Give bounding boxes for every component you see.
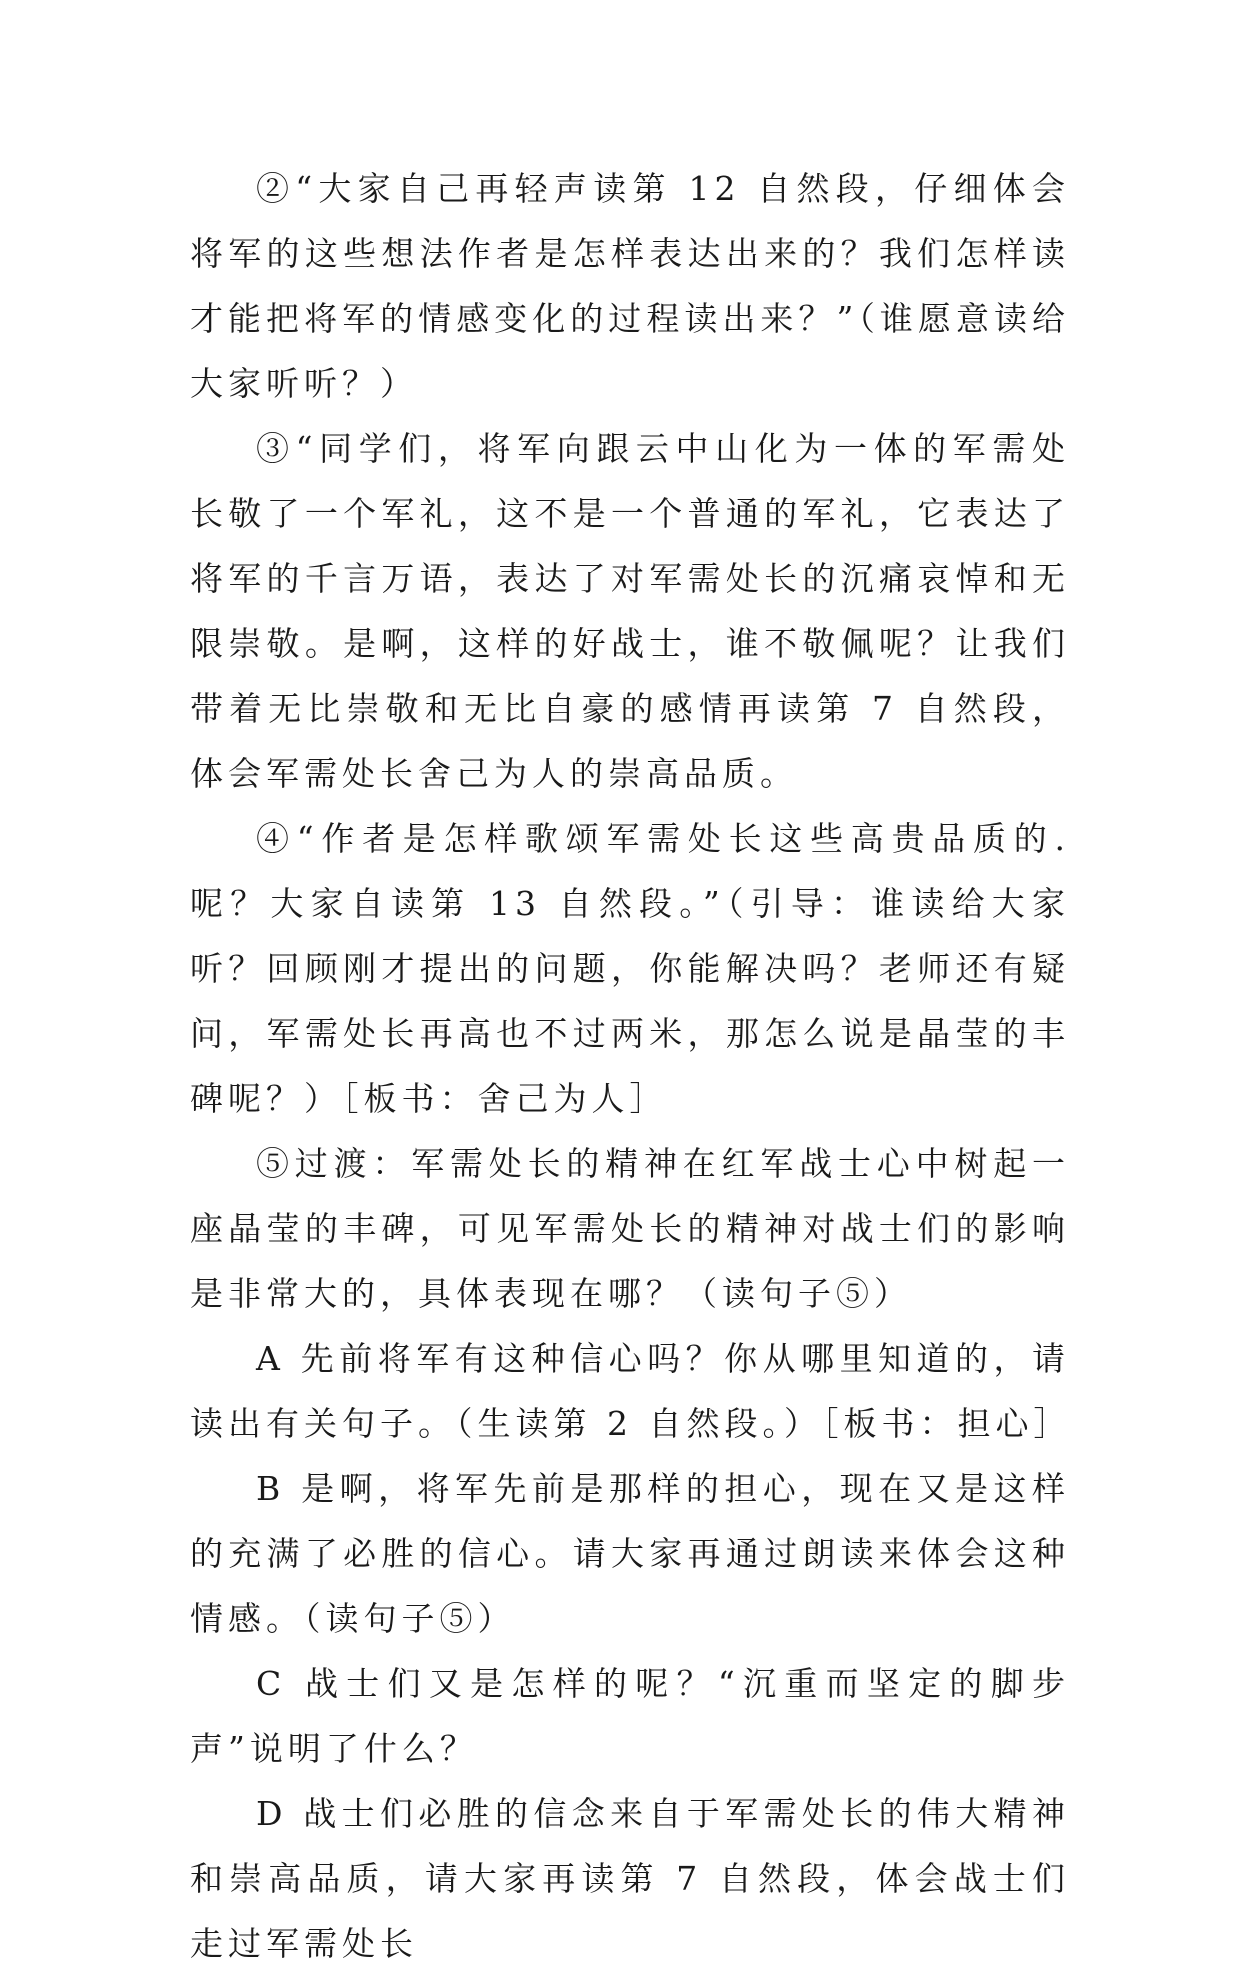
paragraph-3: ③“同学们，将军向跟云中山化为一体的军需处长敬了一个军礼，这不是一个普通的军礼，它表达了将军的千言万语，表达了对军需处长的沉痛哀悼和无限崇敬。是啊，这样的好战士，谁不敬佩呢？让我们带着无比崇敬和无比自豪的感情再读第 7 自然段，体会军需处长舍己为人的崇高品质。 (190, 429, 1070, 793)
paragraph-c: C 战士们又是怎样的呢？“沉重而坚定的脚步声”说明了什么？ (190, 1664, 1070, 1768)
paragraph-5-transition: ⑤过渡：军需处长的精神在红军战士心中树起一座晶莹的丰碑，可见军需处长的精神对战士们的影响是非常大的，具体表现在哪？（读句子⑤） (190, 1144, 1070, 1313)
document-body (190, 156, 1070, 1976)
paragraph-4: ④“作者是怎样歌颂军需处长这些高贵品质的.呢？大家自读第 13 自然段。”（引导：谁读给大家听？回顾刚才提出的问题，你能解决吗？老师还有疑问，军需处长再高也不过两米，那怎么说是晶莹的丰碑呢？）［板书：舍己为人］ (190, 819, 1070, 1118)
paragraph-2: ②“大家自己再轻声读第 12 自然段，仔细体会将军的这些想法作者是怎样表达出来的？我们怎样读才能把将军的情感变化的过程读出来？”（谁愿意读给大家听听？） (190, 169, 1070, 403)
paragraph-a: A 先前将军有这种信心吗？你从哪里知道的，请读出有关句子。（生读第 2 自然段。）［板书：担心］ (190, 1339, 1072, 1443)
paragraph-d: D 战士们必胜的信念来自于军需处长的伟大精神和崇高品质，请大家再读第 7 自然段，体会战士们走过军需处长 (190, 1794, 1070, 1963)
paragraph-b: B 是啊，将军先前是那样的担心，现在又是这样的充满了必胜的信心。请大家再通过朗读来体会这种情感。（读句子⑤） (190, 1469, 1070, 1638)
